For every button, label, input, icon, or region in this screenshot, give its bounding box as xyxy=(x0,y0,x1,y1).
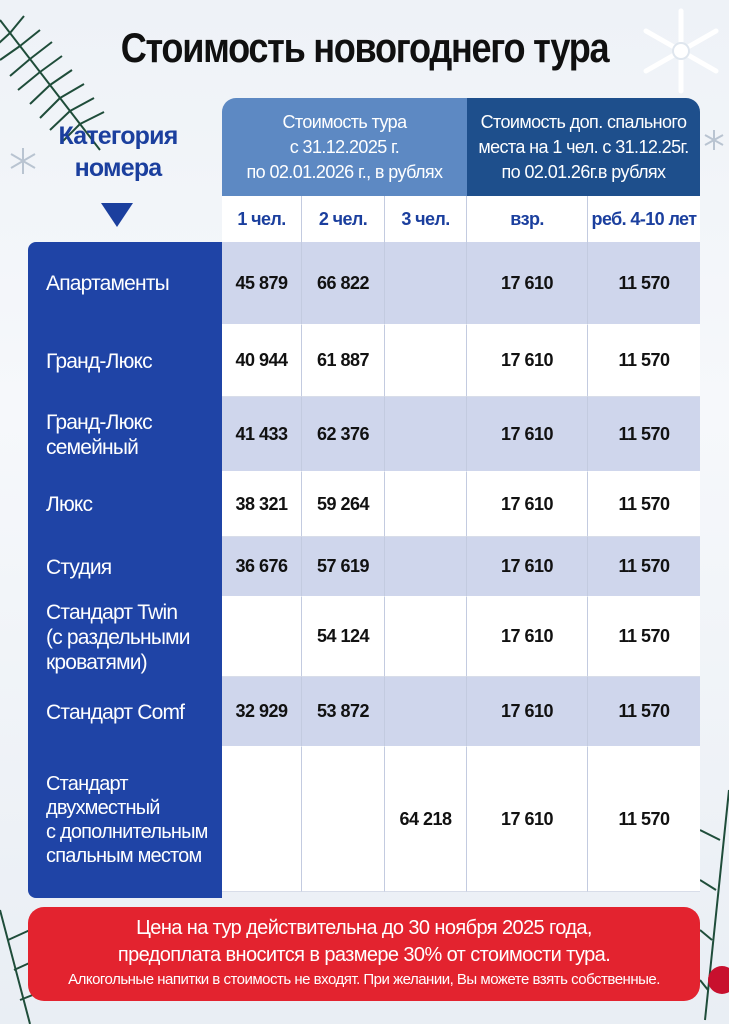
price-1-person: 36 676 xyxy=(222,537,302,597)
tour-price-header: Стоимость тура с 31.12.2025 г. по 02.01.2026 г., в рублях xyxy=(222,98,467,196)
column-subheaders xyxy=(222,196,700,242)
room-category: Стандарт двухместный с дополнительным спальным местом xyxy=(46,772,208,867)
notice-validity: Цена на тур действительна до 30 ноября 2025 года, xyxy=(136,917,592,939)
col-header-3-persons: 3 чел. xyxy=(385,196,467,242)
price-3-persons xyxy=(385,537,467,597)
notice-alcohol: Алкогольные напитки в стоимость не входят. При желании, Вы можете взять собственные. xyxy=(68,971,660,988)
price-extra-child: 11 570 xyxy=(588,747,700,892)
category-column-header: Категория номера xyxy=(58,122,178,182)
price-1-person: 45 879 xyxy=(222,242,302,325)
price-2-persons: 53 872 xyxy=(302,677,385,747)
pine-branch-bottom-right-decoration xyxy=(700,780,729,1024)
price-2-persons: 57 619 xyxy=(302,537,385,597)
price-2-persons: 59 264 xyxy=(302,472,385,537)
price-1-person: 32 929 xyxy=(222,677,302,747)
price-3-persons xyxy=(385,472,467,537)
price-extra-adult: 17 610 xyxy=(467,325,588,397)
page-title: Стоимость новогоднего тура xyxy=(120,24,609,71)
price-extra-adult: 17 610 xyxy=(467,242,588,325)
col-header-adult: взр. xyxy=(467,196,588,242)
snowflake-right-decoration xyxy=(702,128,726,152)
room-category: Стандарт Comf xyxy=(46,700,185,724)
price-3-persons xyxy=(385,325,467,397)
price-extra-child: 11 570 xyxy=(588,537,700,597)
price-extra-child: 11 570 xyxy=(588,472,700,537)
price-extra-adult: 17 610 xyxy=(467,537,588,597)
price-2-persons: 66 822 xyxy=(302,242,385,325)
table-row xyxy=(28,677,700,747)
price-3-persons xyxy=(385,597,467,677)
price-extra-adult: 17 610 xyxy=(467,397,588,472)
col-header-1-person: 1 чел. xyxy=(222,196,302,242)
table-row xyxy=(28,242,700,325)
price-extra-child: 11 570 xyxy=(588,597,700,677)
table-row xyxy=(28,472,700,537)
price-3-persons xyxy=(385,677,467,747)
price-extra-adult: 17 610 xyxy=(467,597,588,677)
price-extra-child: 11 570 xyxy=(588,397,700,472)
room-category: Люкс xyxy=(46,493,93,516)
price-extra-adult: 17 610 xyxy=(467,472,588,537)
price-2-persons: 54 124 xyxy=(302,597,385,677)
price-1-person: 40 944 xyxy=(222,325,302,397)
price-table xyxy=(28,242,700,892)
room-category: Студия xyxy=(46,555,112,579)
price-2-persons xyxy=(302,747,385,892)
price-extra-child: 11 570 xyxy=(588,325,700,397)
price-1-person: 41 433 xyxy=(222,397,302,472)
extra-bed-price-header: Стоимость доп. спального места на 1 чел. с 31.12.25г. по 02.01.26г.в рублях xyxy=(467,98,700,196)
price-extra-child: 11 570 xyxy=(588,677,700,747)
price-extra-child: 11 570 xyxy=(588,242,700,325)
price-2-persons: 62 376 xyxy=(302,397,385,472)
notice-prepayment: предоплата вносится в размере 30% от стоимости тура. xyxy=(117,944,611,966)
price-3-persons xyxy=(385,242,467,325)
room-category: Апартаменты xyxy=(46,272,169,295)
price-3-persons: 64 218 xyxy=(385,747,467,892)
table-row xyxy=(28,397,700,472)
price-1-person xyxy=(222,747,302,892)
snowflake-small-left-decoration xyxy=(8,146,38,176)
table-row xyxy=(28,747,700,892)
price-extra-adult: 17 610 xyxy=(467,677,588,747)
down-triangle-icon xyxy=(101,203,133,227)
room-category: Гранд-Люкс семейный xyxy=(46,410,152,459)
room-category: Гранд-Люкс xyxy=(46,349,152,373)
price-3-persons xyxy=(385,397,467,472)
price-extra-adult: 17 610 xyxy=(467,747,588,892)
table-row xyxy=(28,597,700,677)
price-1-person: 38 321 xyxy=(222,472,302,537)
room-category: Стандарт Twin (с раздельными кроватями) xyxy=(46,600,190,674)
col-header-child: реб. 4-10 лет xyxy=(591,208,697,229)
col-header-2-persons: 2 чел. xyxy=(302,196,385,242)
table-row xyxy=(28,325,700,397)
price-1-person xyxy=(222,597,302,677)
price-2-persons: 61 887 xyxy=(302,325,385,397)
conditions-notice xyxy=(28,907,700,1001)
table-row xyxy=(28,537,700,597)
